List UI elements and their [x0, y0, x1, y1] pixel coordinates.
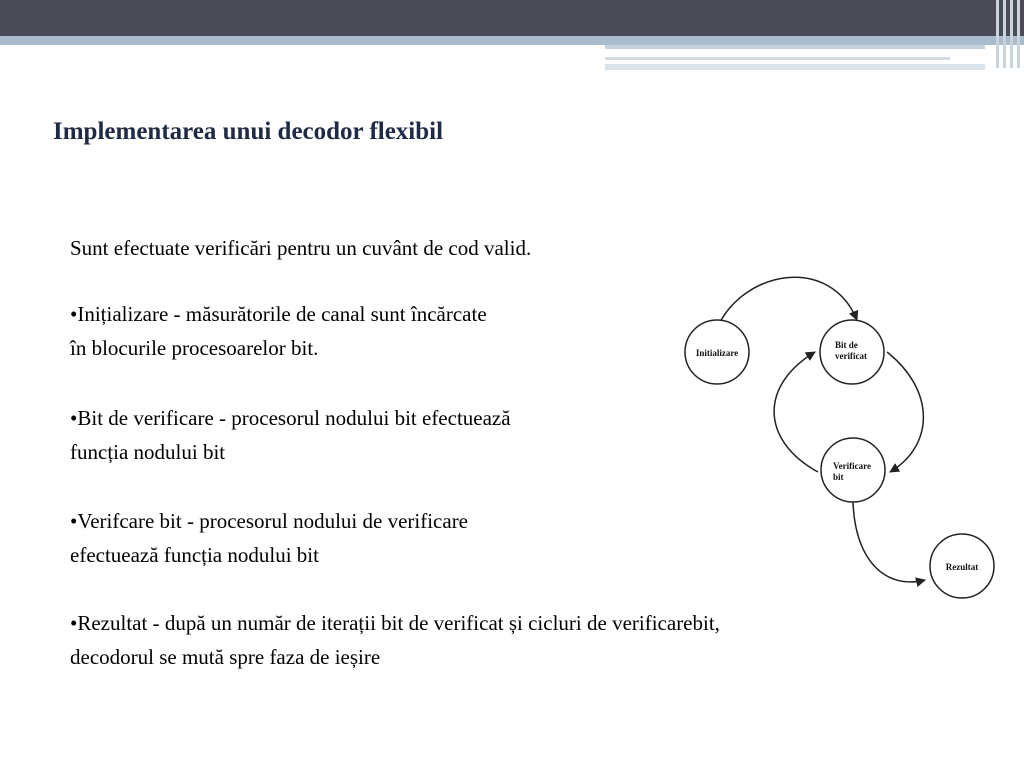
intro-text: Sunt efectuate verificări pentru un cuvânt de cod valid.	[70, 236, 532, 260]
bullet-bitcheck-line2: funcția nodului bit	[70, 440, 226, 464]
arrow-checkbit-to-bitcheck	[774, 352, 818, 472]
slide-title: Implementarea unui decodor flexibil	[53, 118, 444, 145]
bullet-result-line1: •Rezultat - după un număr de iterații bit de verificat și cicluri de verificarebit,	[70, 611, 720, 635]
bullet-result-line2: decodorul se mută spre faza de ieșire	[70, 645, 381, 669]
node-result-label: Rezultat	[945, 562, 979, 572]
arrow-init-to-bitcheck	[718, 277, 857, 326]
arrow-checkbit-to-result	[853, 502, 925, 582]
node-init-label: Initializare	[695, 348, 739, 358]
arrow-bitcheck-to-checkbit	[887, 352, 923, 472]
bullet-checkbit-line2: efectuează funcția nodului bit	[70, 543, 319, 567]
bullet-bitcheck-line1: •Bit de verificare - procesorul nodului bit efectuează	[70, 406, 511, 430]
bullet-init-line2: în blocurile procesoarelor bit.	[70, 336, 319, 360]
node-bitcheck-label: verificat	[835, 351, 867, 361]
bullet-init-line1: •Inițializare - măsurătorile de canal sunt încărcate	[70, 302, 487, 326]
bullet-checkbit-line1: •Verifcare bit - procesorul nodului de verificare	[70, 509, 469, 533]
node-checkbit-label: bit	[833, 472, 844, 482]
node-checkbit-label: Verificare	[833, 461, 871, 471]
node-bitcheck-label: Bit de	[835, 340, 858, 350]
